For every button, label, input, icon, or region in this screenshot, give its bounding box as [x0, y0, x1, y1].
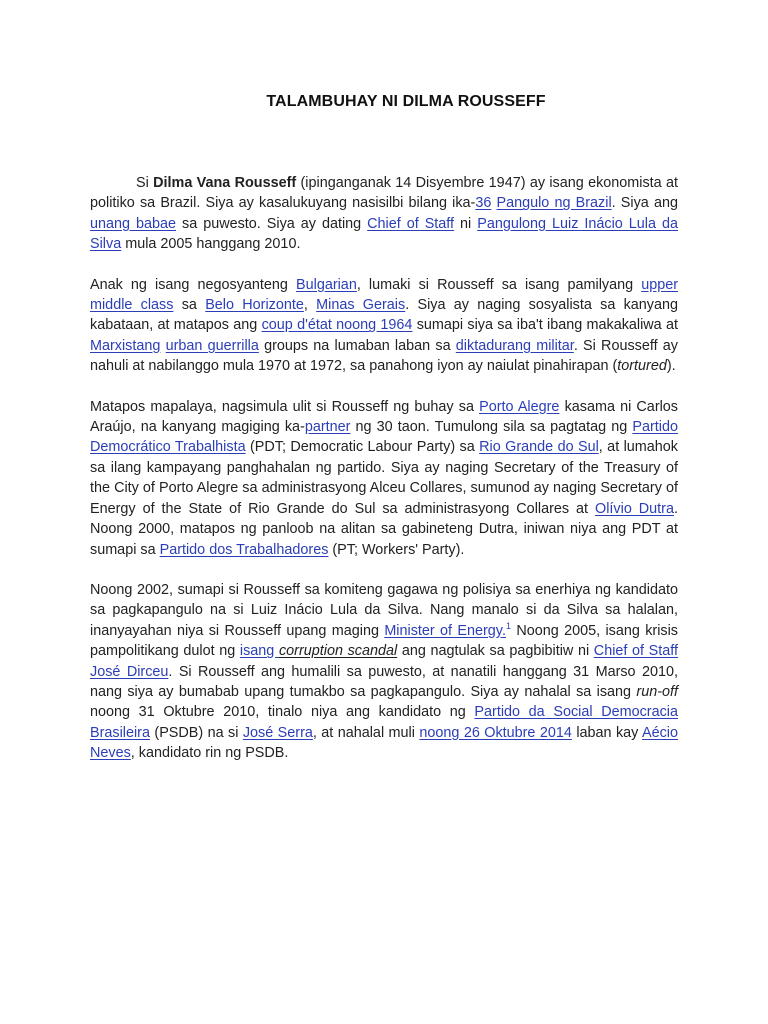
inline-link[interactable]: isang: [239, 643, 279, 660]
inline-link[interactable]: Pangulong Luiz Inácio Lula da Silva: [90, 215, 678, 253]
bold-text: Dilma Vana Rousseff: [153, 175, 297, 191]
text-run: sa: [173, 297, 206, 314]
text-run: . Noong 2000, matapos ng panloob na alitan sa gabineteng Dutra, iniwan niya ang PDT at sumapi sa: [90, 500, 678, 558]
text-run: laban kay: [571, 724, 642, 741]
inline-link[interactable]: Partido da Social Democracia Brasileira: [90, 704, 678, 741]
inline-link[interactable]: José Serra: [242, 724, 313, 741]
document-title: TALAMBUHAY NI DILMA ROUSSEFF: [266, 93, 546, 110]
text-run: (PDT; Democratic Labour Party) sa: [245, 439, 480, 456]
text-run: kasama ni Carlos Araújo, na kanyang magiging ka-: [90, 398, 679, 436]
text-run: sa puwesto. Siya ay dating: [176, 215, 368, 232]
inline-link[interactable]: partner: [304, 419, 351, 436]
text-run: . Si Rousseff ay nahuli at nabilanggo mula 1970 at 1972, sa panahong iyon ay naiulat pinahirapan (: [90, 337, 678, 375]
inline-link[interactable]: Porto Alegre: [479, 398, 560, 415]
inline-link[interactable]: Partido Democrático Trabalhista: [90, 419, 678, 456]
inline-link[interactable]: Marxistang: [90, 337, 161, 354]
inline-link[interactable]: Minister of Energy: [384, 622, 502, 639]
text-run: . Siya ang: [611, 195, 678, 212]
inline-link[interactable]: José Dirceu: [90, 663, 169, 680]
inline-link[interactable]: unang babae: [90, 215, 177, 232]
inline-link[interactable]: Bulgarian: [296, 276, 357, 293]
paragraph: [90, 397, 678, 560]
paragraph: [90, 173, 678, 255]
text-run: mula 2005 hanggang 2010.: [121, 236, 301, 253]
inline-link[interactable]: .: [501, 622, 506, 639]
text-run: ni: [454, 215, 478, 232]
text-run: noong 31 Oktubre 2010, tinalo niya ang kandidato ng: [90, 704, 475, 721]
text-run: . Siya ay naging sosyalista sa kanyang kabataan, at matapos ang: [90, 297, 679, 334]
inline-link[interactable]: Belo Horizonte: [205, 297, 304, 314]
paragraph: [90, 580, 678, 764]
text-run: (ipinganganak 14 Disyembre 1947) ay isang ekonomista at politiko sa Brazil. Siya ay kasalukuyang nasisilbi bilang ika-: [90, 175, 679, 212]
inline-link[interactable]: Olívio Dutra: [595, 500, 674, 517]
text-run: groups na lumaban laban sa: [258, 337, 456, 354]
inline-link[interactable]: corruption scandal: [278, 643, 398, 660]
text-run: Noong 2002, sumapi si Rousseff sa komiteng gagawa ng polisiya sa enerhiya ng kandidato sa pagkapangulo na si Luiz Inácio Lula da Silva. Nang manalo si da Silva sa halalan, inanyayahan niya si Rousseff upang maging: [90, 581, 678, 639]
italic-text: tortured: [617, 358, 667, 375]
inline-link[interactable]: noong 26 Oktubre 2014: [419, 724, 572, 741]
inline-link[interactable]: Pangulo ng Brazil: [496, 195, 612, 212]
document-body: [90, 173, 678, 784]
text-run: , at nahalal muli: [312, 724, 420, 741]
inline-link[interactable]: Minas Gerais: [316, 297, 406, 314]
text-run: ,: [303, 297, 317, 314]
inline-link[interactable]: Aécio Neves: [90, 724, 678, 762]
text-run: ang nagtulak sa pagbibitiw ni: [397, 643, 594, 660]
text-run: Si: [136, 175, 154, 191]
text-run: , kandidato rin ng PSDB.: [130, 745, 289, 762]
footnote-marker[interactable]: 1: [505, 620, 511, 631]
text-run: Noong 2005, isang krisis pampolitikang dulot ng: [90, 622, 678, 660]
text-run: Anak ng isang negosyanteng: [90, 276, 297, 293]
paragraph: [90, 275, 678, 377]
text-run: (PSDB) na si: [149, 724, 243, 741]
inline-link[interactable]: upper middle class: [90, 276, 679, 314]
text-run: sumapi siya sa iba't ibang makakaliwa at: [412, 317, 678, 334]
inline-link[interactable]: Rio Grande do Sul: [479, 439, 599, 456]
text-run: ng 30 taon. Tumulong sila sa pagtatag ng: [350, 419, 633, 436]
inline-link[interactable]: coup d'état noong 1964: [261, 317, 413, 334]
inline-link[interactable]: 36: [475, 195, 492, 212]
inline-link[interactable]: urban guerrilla: [165, 337, 259, 354]
inline-link[interactable]: Chief of Staff: [593, 643, 678, 660]
italic-text: run-off: [636, 683, 678, 700]
inline-link[interactable]: Partido dos Trabalhadores: [159, 541, 329, 558]
text-run: . Si Rousseff ang humalili sa puwesto, at nanatili hanggang 31 Marso 2010, nang siya ay bumabab upang tumakbo sa pagkapangulo. Siya ay nahalal sa isang: [90, 663, 678, 700]
inline-link[interactable]: Chief of Staff: [367, 215, 455, 232]
text-run: , at lumahok sa ilang kampayang panghahalan ng partido. Siya ay naging Secretary of the Treasury of the City of Porto Alegre sa administrasyong Alceu Collares, sumunod ay naging Secretary of Energy of the State of Rio Grande do Sul sa administrasyong Collares at: [90, 439, 678, 517]
text-run: ).: [666, 358, 676, 375]
inline-link[interactable]: diktadurang militar: [455, 337, 574, 354]
text-run: (PT; Workers' Party).: [328, 541, 465, 558]
text-run: , lumaki si Rousseff sa isang pamilyang: [356, 276, 642, 293]
text-run: Matapos mapalaya, nagsimula ulit si Rousseff ng buhay sa: [90, 398, 480, 415]
